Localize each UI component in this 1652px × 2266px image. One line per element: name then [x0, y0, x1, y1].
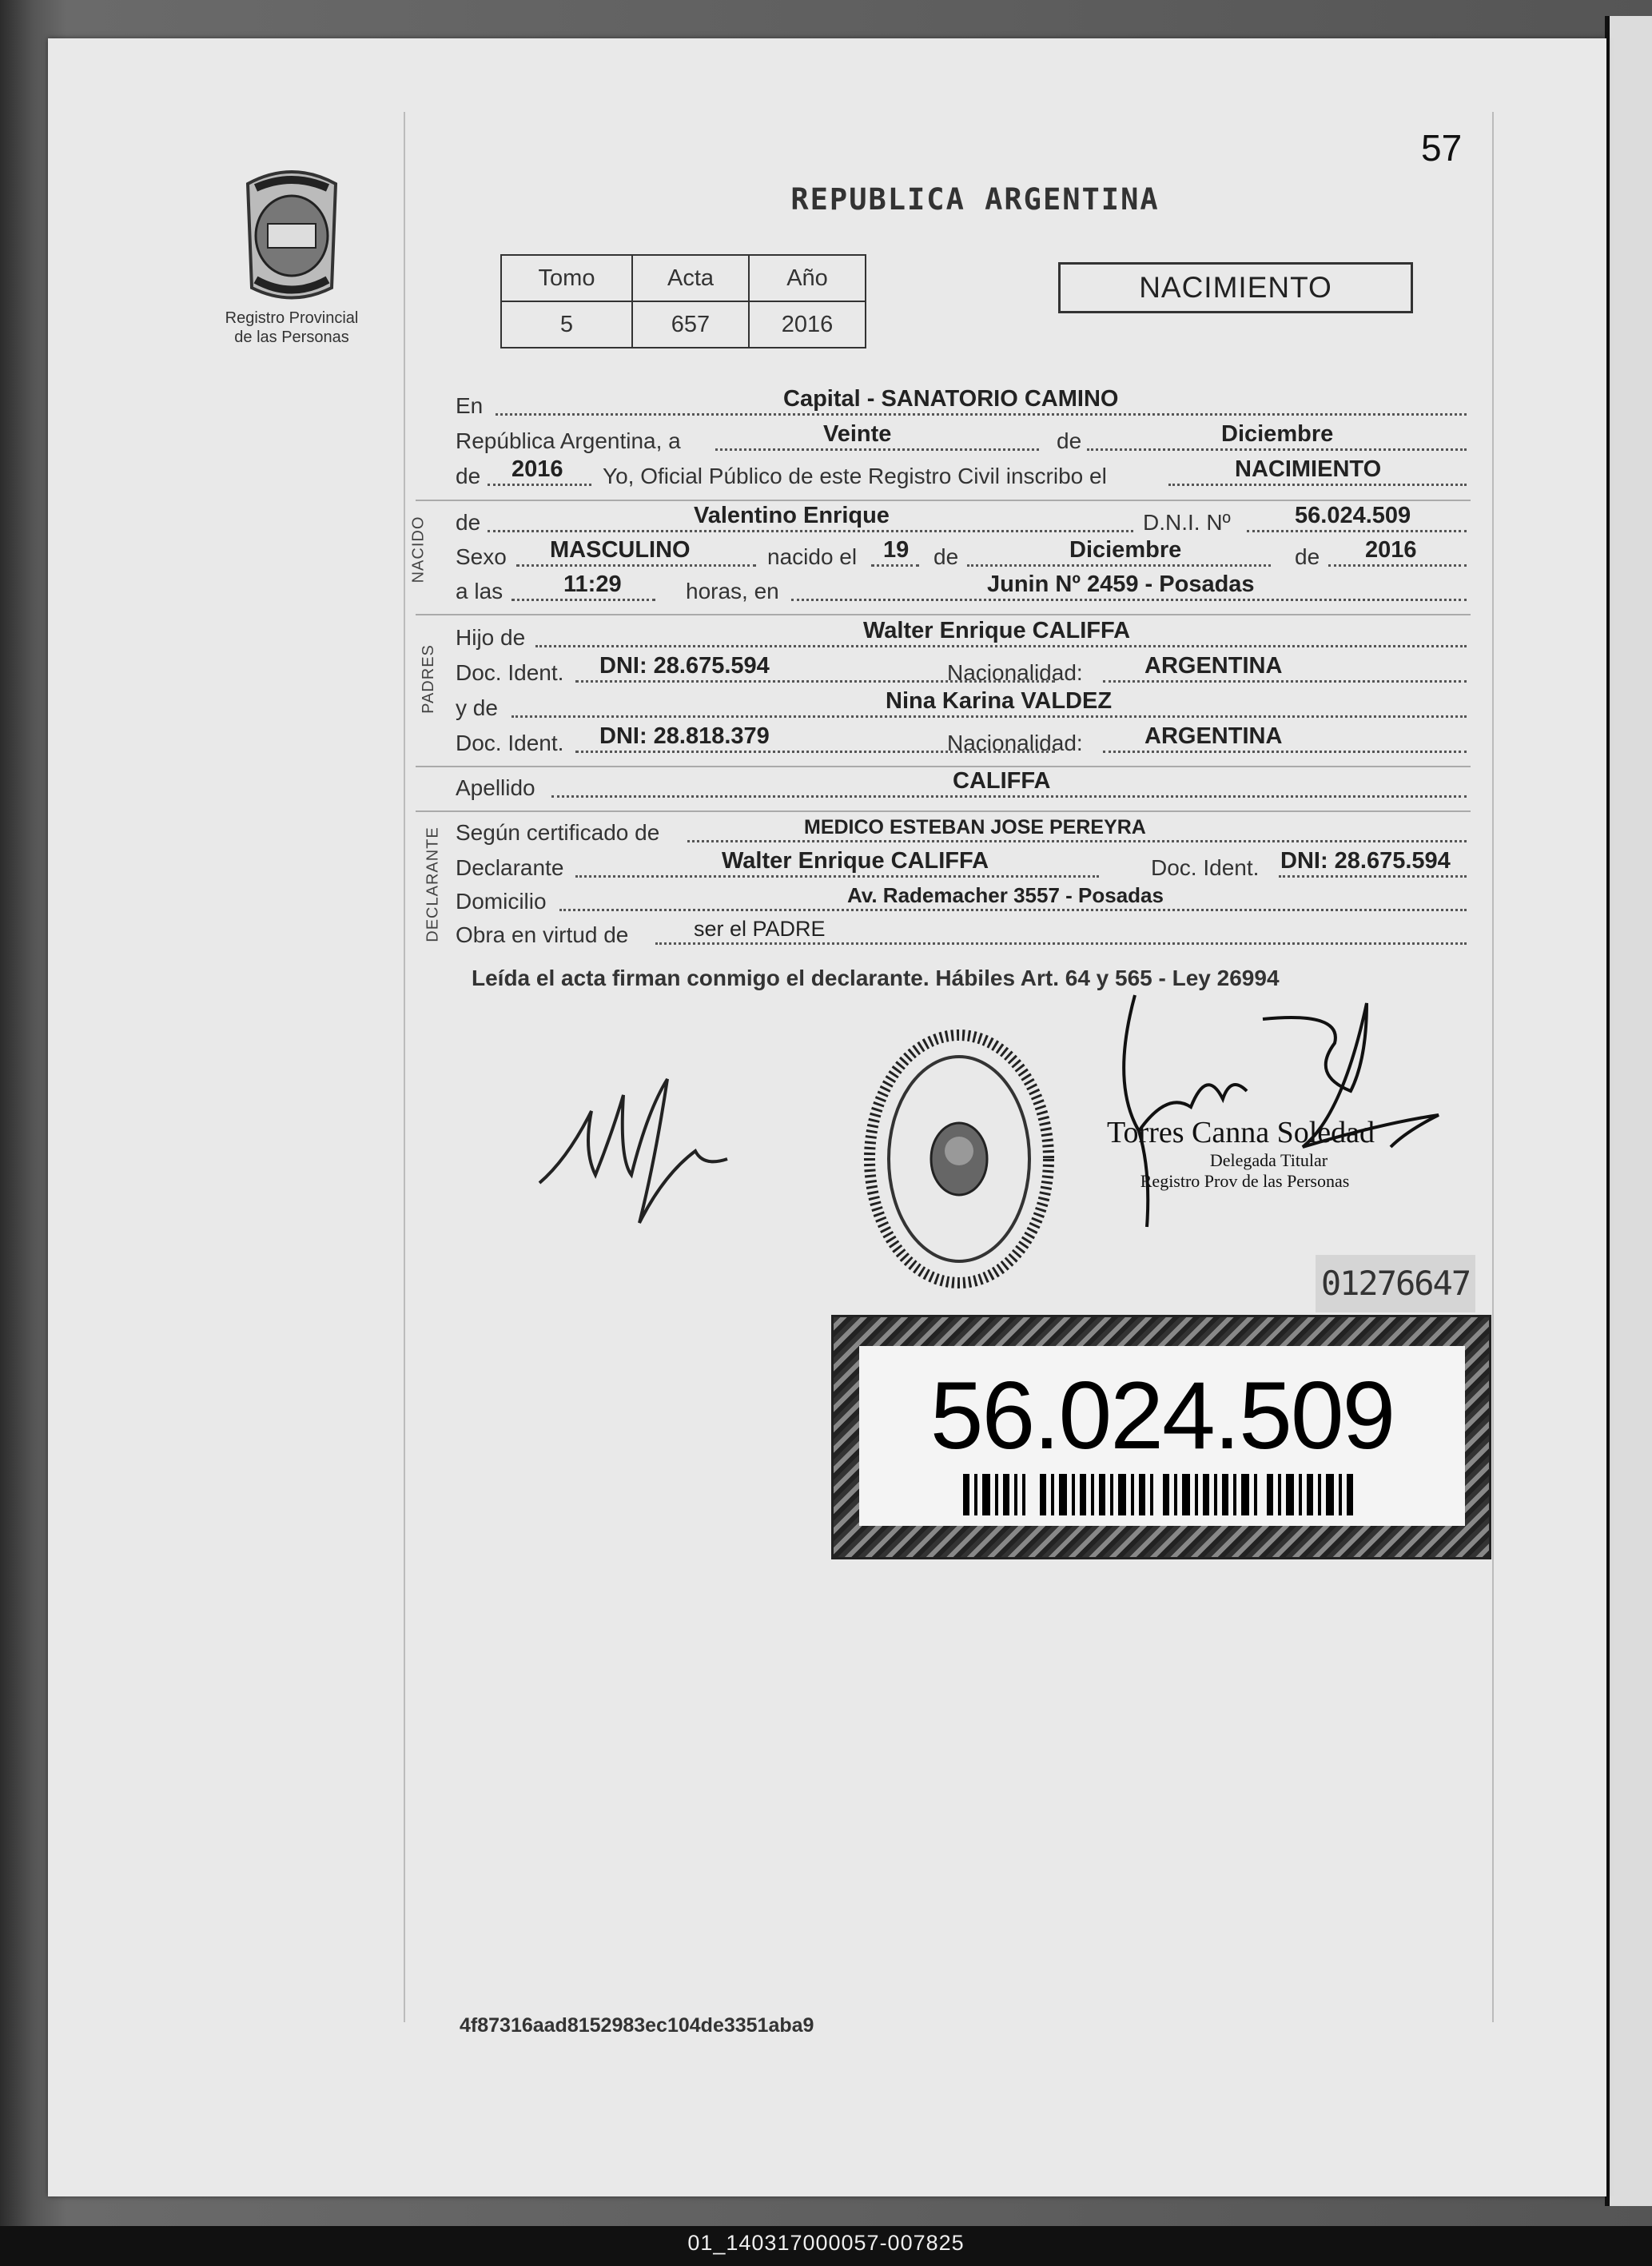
registry-logo-text	[192, 309, 392, 347]
doc-ident-label-mother: Doc. Ident.	[456, 731, 564, 755]
day-word-value: Veinte	[823, 421, 892, 447]
dni-label-number: 56.024.509	[929, 1362, 1395, 1469]
nacionalidad-label-father: Nacionalidad:	[947, 660, 1083, 685]
declarant-value: Walter Enrique CALIFFA	[722, 848, 989, 874]
doc-ident-label-father: Doc. Ident.	[456, 660, 564, 685]
row-date	[456, 421, 1467, 457]
official-name: Torres Canna Soledad	[1107, 1116, 1375, 1149]
capacity-value: ser el PADRE	[694, 917, 826, 941]
y-de-label: y de	[456, 695, 498, 720]
value-ano: 2016	[749, 301, 866, 348]
header-acta: Acta	[632, 255, 749, 301]
yo-text: Yo, Oficial Público de este Registro Civil inscribo el	[603, 464, 1107, 488]
mother-nationality-value: ARGENTINA	[1144, 723, 1283, 749]
hijo-de-label: Hijo de	[456, 625, 526, 650]
footer-file-id: 01_140317000057-007825	[687, 2231, 965, 2255]
sexo-label: Sexo	[456, 544, 507, 569]
adjacent-page-edge	[1605, 16, 1652, 2206]
address-value: Av. Rademacher 3557 - Posadas	[847, 883, 1164, 907]
year-value: 2016	[512, 456, 563, 482]
row-mother-doc	[456, 723, 1467, 759]
section-padres-label: PADRES	[419, 644, 437, 714]
header-tomo: Tomo	[501, 255, 632, 301]
right-margin-line	[1492, 112, 1494, 2022]
row-sex-birth	[456, 537, 1467, 573]
mother-name-value: Nina Karina VALDEZ	[886, 688, 1113, 714]
row-declarant	[456, 848, 1467, 884]
de-label-2: de	[456, 464, 481, 488]
official-office: Registro Prov de las Personas	[1140, 1171, 1350, 1191]
row-child-name	[456, 503, 1467, 539]
segun-label: Según certificado de	[456, 820, 660, 845]
document-hash: 4f87316aad8152983ec104de3351aba9	[460, 2014, 814, 2037]
father-nationality-value: ARGENTINA	[1144, 653, 1283, 679]
de-label-3: de	[456, 510, 481, 535]
republica-label: República Argentina, a	[456, 428, 681, 453]
row-time-place	[456, 571, 1467, 607]
serial-number: 01276647	[1316, 1255, 1475, 1312]
official-role: Delegada Titular	[1209, 1150, 1328, 1170]
header-ano: Año	[749, 255, 866, 301]
doc-ident-label-declarant: Doc. Ident.	[1151, 855, 1260, 880]
row-surname	[456, 768, 1467, 804]
dni-label: D.N.I. Nº	[1143, 510, 1231, 535]
birth-month-value: Diciembre	[1069, 537, 1182, 563]
register-table	[500, 254, 866, 348]
child-dni-value: 56.024.509	[1295, 503, 1411, 528]
value-tomo: 5	[501, 301, 632, 348]
birth-time-value: 11:29	[563, 571, 622, 597]
official-seal-stamp	[863, 1027, 1055, 1291]
row-father-doc	[456, 653, 1467, 689]
barcode-icon	[963, 1474, 1363, 1515]
page-number: 57	[1421, 127, 1463, 169]
place-value: Capital - SANATORIO CAMINO	[783, 386, 1119, 412]
nacionalidad-label-mother: Nacionalidad:	[947, 731, 1083, 755]
a-las-label: a las	[456, 579, 504, 603]
declarant-signature	[535, 1063, 743, 1239]
row-address	[456, 883, 1467, 918]
sex-value: MASCULINO	[550, 537, 691, 563]
dni-barcode-label	[831, 1315, 1491, 1559]
domicilio-label: Domicilio	[456, 889, 547, 914]
birth-day-value: 19	[883, 537, 910, 563]
mother-doc-value: DNI: 28.818.379	[599, 723, 770, 749]
certificate-value: MEDICO ESTEBAN JOSE PEREYRA	[804, 816, 1146, 838]
row-certificate	[456, 817, 1467, 849]
en-label: En	[456, 393, 484, 418]
child-name-value: Valentino Enrique	[694, 503, 890, 528]
month-value: Diciembre	[1221, 421, 1334, 447]
row-capacity	[456, 919, 1467, 951]
record-type-box: NACIMIENTO	[1058, 262, 1413, 313]
surname-value: CALIFFA	[953, 768, 1051, 794]
left-margin-line	[404, 112, 405, 2022]
horas-en-label: horas, en	[686, 579, 779, 603]
province-emblem-icon	[232, 168, 352, 304]
father-name-value: Walter Enrique CALIFFA	[863, 618, 1131, 643]
de-label-1: de	[1057, 428, 1082, 453]
nacido-el-label: nacido el	[767, 544, 858, 569]
de-label-4: de	[933, 544, 959, 569]
logo-line-1: Registro Provincial	[225, 309, 359, 327]
father-doc-value: DNI: 28.675.594	[599, 653, 770, 679]
section-nacido-label: NACIDO	[409, 516, 428, 583]
de-label-5: de	[1295, 544, 1320, 569]
row-father-name	[456, 618, 1467, 654]
logo-line-2: de las Personas	[234, 329, 349, 346]
document-title: REPUBLICA ARGENTINA	[790, 182, 1160, 217]
obra-label: Obra en virtud de	[456, 922, 629, 947]
act-kind-value: NACIMIENTO	[1235, 456, 1382, 482]
row-mother-name	[456, 688, 1467, 724]
declarant-doc-value: DNI: 28.675.594	[1280, 848, 1451, 874]
declarante-label: Declarante	[456, 855, 564, 880]
section-declarante-label: DECLARANTE	[424, 826, 442, 942]
row-inscription	[456, 456, 1467, 492]
value-acta: 657	[632, 301, 749, 348]
closing-statement: Leída el acta firman conmigo el declarante. Hábiles Art. 64 y 565 - Ley 26994	[472, 966, 1280, 990]
birth-place-value: Junin Nº 2459 - Posadas	[987, 571, 1255, 597]
apellido-label: Apellido	[456, 775, 535, 800]
birth-year-value: 2016	[1365, 537, 1417, 563]
official-name-block	[1107, 1115, 1375, 1192]
row-place	[456, 386, 1467, 422]
